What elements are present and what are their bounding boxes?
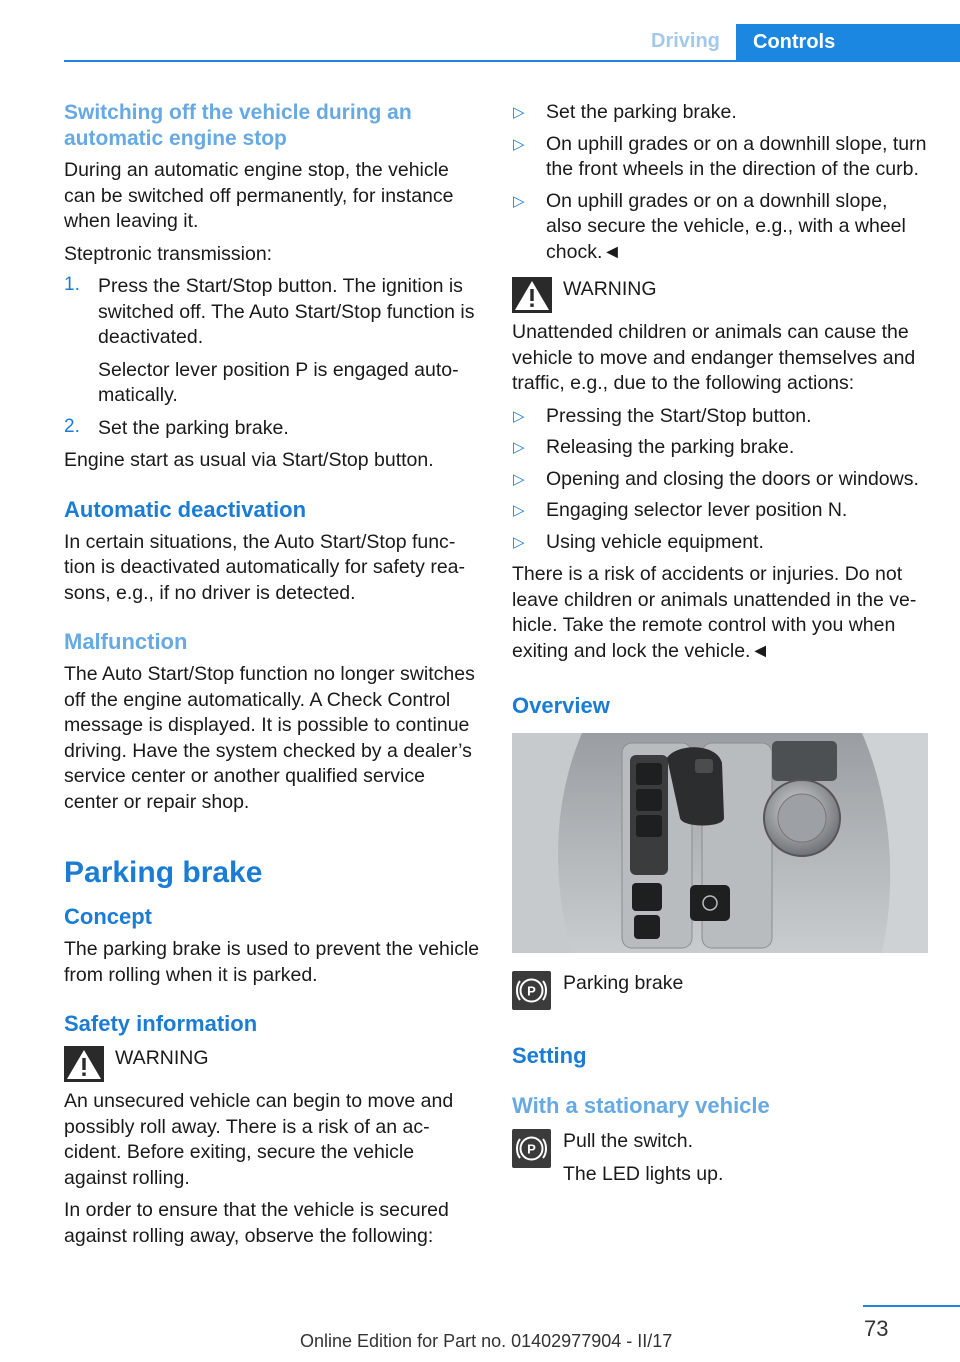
header-chapter-tab: Controls — [736, 24, 960, 62]
list-item — [512, 435, 928, 461]
para-engine-start: Engine start as usual via Start/Stop button. — [64, 449, 434, 471]
list-item — [512, 498, 928, 524]
heading-switch-off: Switching off the vehicle during an automatic engine stop — [64, 101, 412, 150]
heading-overview: Overview — [512, 693, 610, 718]
svg-text:P: P — [527, 983, 536, 999]
icon-caption-row — [512, 971, 928, 1010]
icon-caption-row — [512, 1129, 928, 1187]
para-steptronic: Steptronic transmission: — [64, 242, 273, 265]
heading-parking-brake: Parking brake — [64, 856, 263, 889]
footer-edition: Online Edition for Part no. 01402977904 - II/17 — [300, 1331, 673, 1351]
para-concept: The parking brake is used to prevent the vehicle from rolling when it is parked. — [64, 938, 480, 986]
bullet-triangle-icon: ▷ — [513, 192, 525, 210]
list-item — [512, 467, 928, 493]
step-text: Set the parking brake. — [98, 416, 289, 439]
list-item — [512, 132, 928, 183]
parking-brake-icon — [512, 1129, 551, 1168]
warning-text: Unattended children or animals can cause the vehicle to move and endanger themselves and traffic, e.g., due to the following actions: — [512, 321, 916, 394]
heading-safety-information: Safety information — [64, 1011, 258, 1036]
warning-text: An unsecured vehicle can begin to move and possibly roll away. There is a risk of an accident. Before exiting, secure the vehicle against rolling. — [64, 1090, 454, 1189]
parking-brake-icon — [512, 971, 551, 1010]
bullet-triangle-icon: ▷ — [513, 470, 525, 488]
bullet-text: On uphill grades or on a downhill slope, also secure the vehicle, e.g., with a wheel chock.◄ — [546, 189, 906, 263]
list-item — [512, 189, 928, 266]
center-console-photo — [512, 733, 928, 953]
bullet-triangle-icon: ▷ — [513, 502, 525, 519]
bullet-triangle-icon: ▷ — [513, 439, 525, 456]
header-rule — [64, 60, 960, 62]
bullet-triangle-icon: ▷ — [513, 533, 525, 551]
left-column — [64, 100, 480, 1249]
list-item — [512, 100, 928, 126]
para-led-lights: The LED lights up. — [563, 1162, 724, 1185]
bullet-text: Using vehicle equipment. — [546, 530, 764, 553]
bullet-text: Opening and closing the doors or windows. — [546, 467, 919, 490]
heading-malfunction: Malfunction — [64, 629, 188, 654]
page-number: 73 — [864, 1316, 889, 1341]
warning-label: WARNING — [115, 1047, 209, 1069]
warning-label: WARNING — [563, 278, 657, 300]
right-column — [512, 100, 928, 1187]
heading-concept: Concept — [64, 904, 152, 929]
footer-rule — [863, 1305, 960, 1307]
bullet-text: Releasing the parking brake. — [546, 436, 795, 458]
icon-caption: Parking brake — [563, 972, 684, 994]
para-malfunction: The Auto Start/Stop function no longer switches off the engine automatically. A Check Control message is displayed. It is possible to continue driving. Have the system checked by a dealer’s service center or another qualified service center or repair shop. — [64, 663, 475, 813]
para-ensure: In order to ensure that the vehicle is secured against rolling away, observe the following: — [64, 1199, 449, 1247]
bullet-text: Engaging selector lever position N. — [546, 499, 848, 521]
step-number: 1. — [64, 274, 80, 295]
warning-triangle-icon — [64, 1046, 104, 1082]
warning-block — [64, 1046, 480, 1082]
heading-auto-deactivation: Automatic deactivation — [64, 496, 307, 522]
para-pull-switch: Pull the switch. — [563, 1130, 694, 1152]
bullet-triangle-icon: ▷ — [513, 104, 525, 121]
bullet-triangle-icon: ▷ — [513, 135, 525, 153]
list-item — [64, 274, 480, 409]
para-auto-deactivation: In certain situations, the Auto Start/Stop function is deactivated automatically for safety reasons, e.g., if no driver is detected. — [64, 530, 466, 604]
list-item — [512, 530, 928, 556]
svg-text:P: P — [527, 1141, 536, 1157]
step-extra: Selector lever position P is engaged automatically. — [98, 358, 459, 406]
header-section: Driving — [651, 30, 720, 52]
step-number: 2. — [64, 415, 80, 437]
step-text: Press the Start/Stop button. The ignition is switched off. The Auto Start/Stop function is deactivated. — [98, 275, 475, 348]
warning-block — [512, 277, 928, 313]
list-item — [64, 416, 480, 442]
bullet-text: Set the parking brake. — [546, 101, 737, 123]
bullet-text: Pressing the Start/Stop button. — [546, 404, 812, 427]
warning-triangle-icon — [512, 277, 552, 313]
para-switch-off: During an automatic engine stop, the vehicle can be switched off permanently, for instance when leaving it. — [64, 159, 454, 232]
para-risk: There is a risk of accidents or injuries. Do not leave children or animals unattended in the vehicle. Take the remote control with you when exiting and lock the vehicle.◄ — [512, 563, 917, 662]
bullet-triangle-icon: ▷ — [513, 407, 525, 425]
heading-setting: Setting — [512, 1043, 587, 1068]
list-item — [512, 404, 928, 430]
bullet-text: On uphill grades or on a downhill slope, turn the front wheels in the direction of the curb. — [546, 132, 927, 180]
heading-stationary-vehicle: With a stationary vehicle — [512, 1093, 770, 1118]
